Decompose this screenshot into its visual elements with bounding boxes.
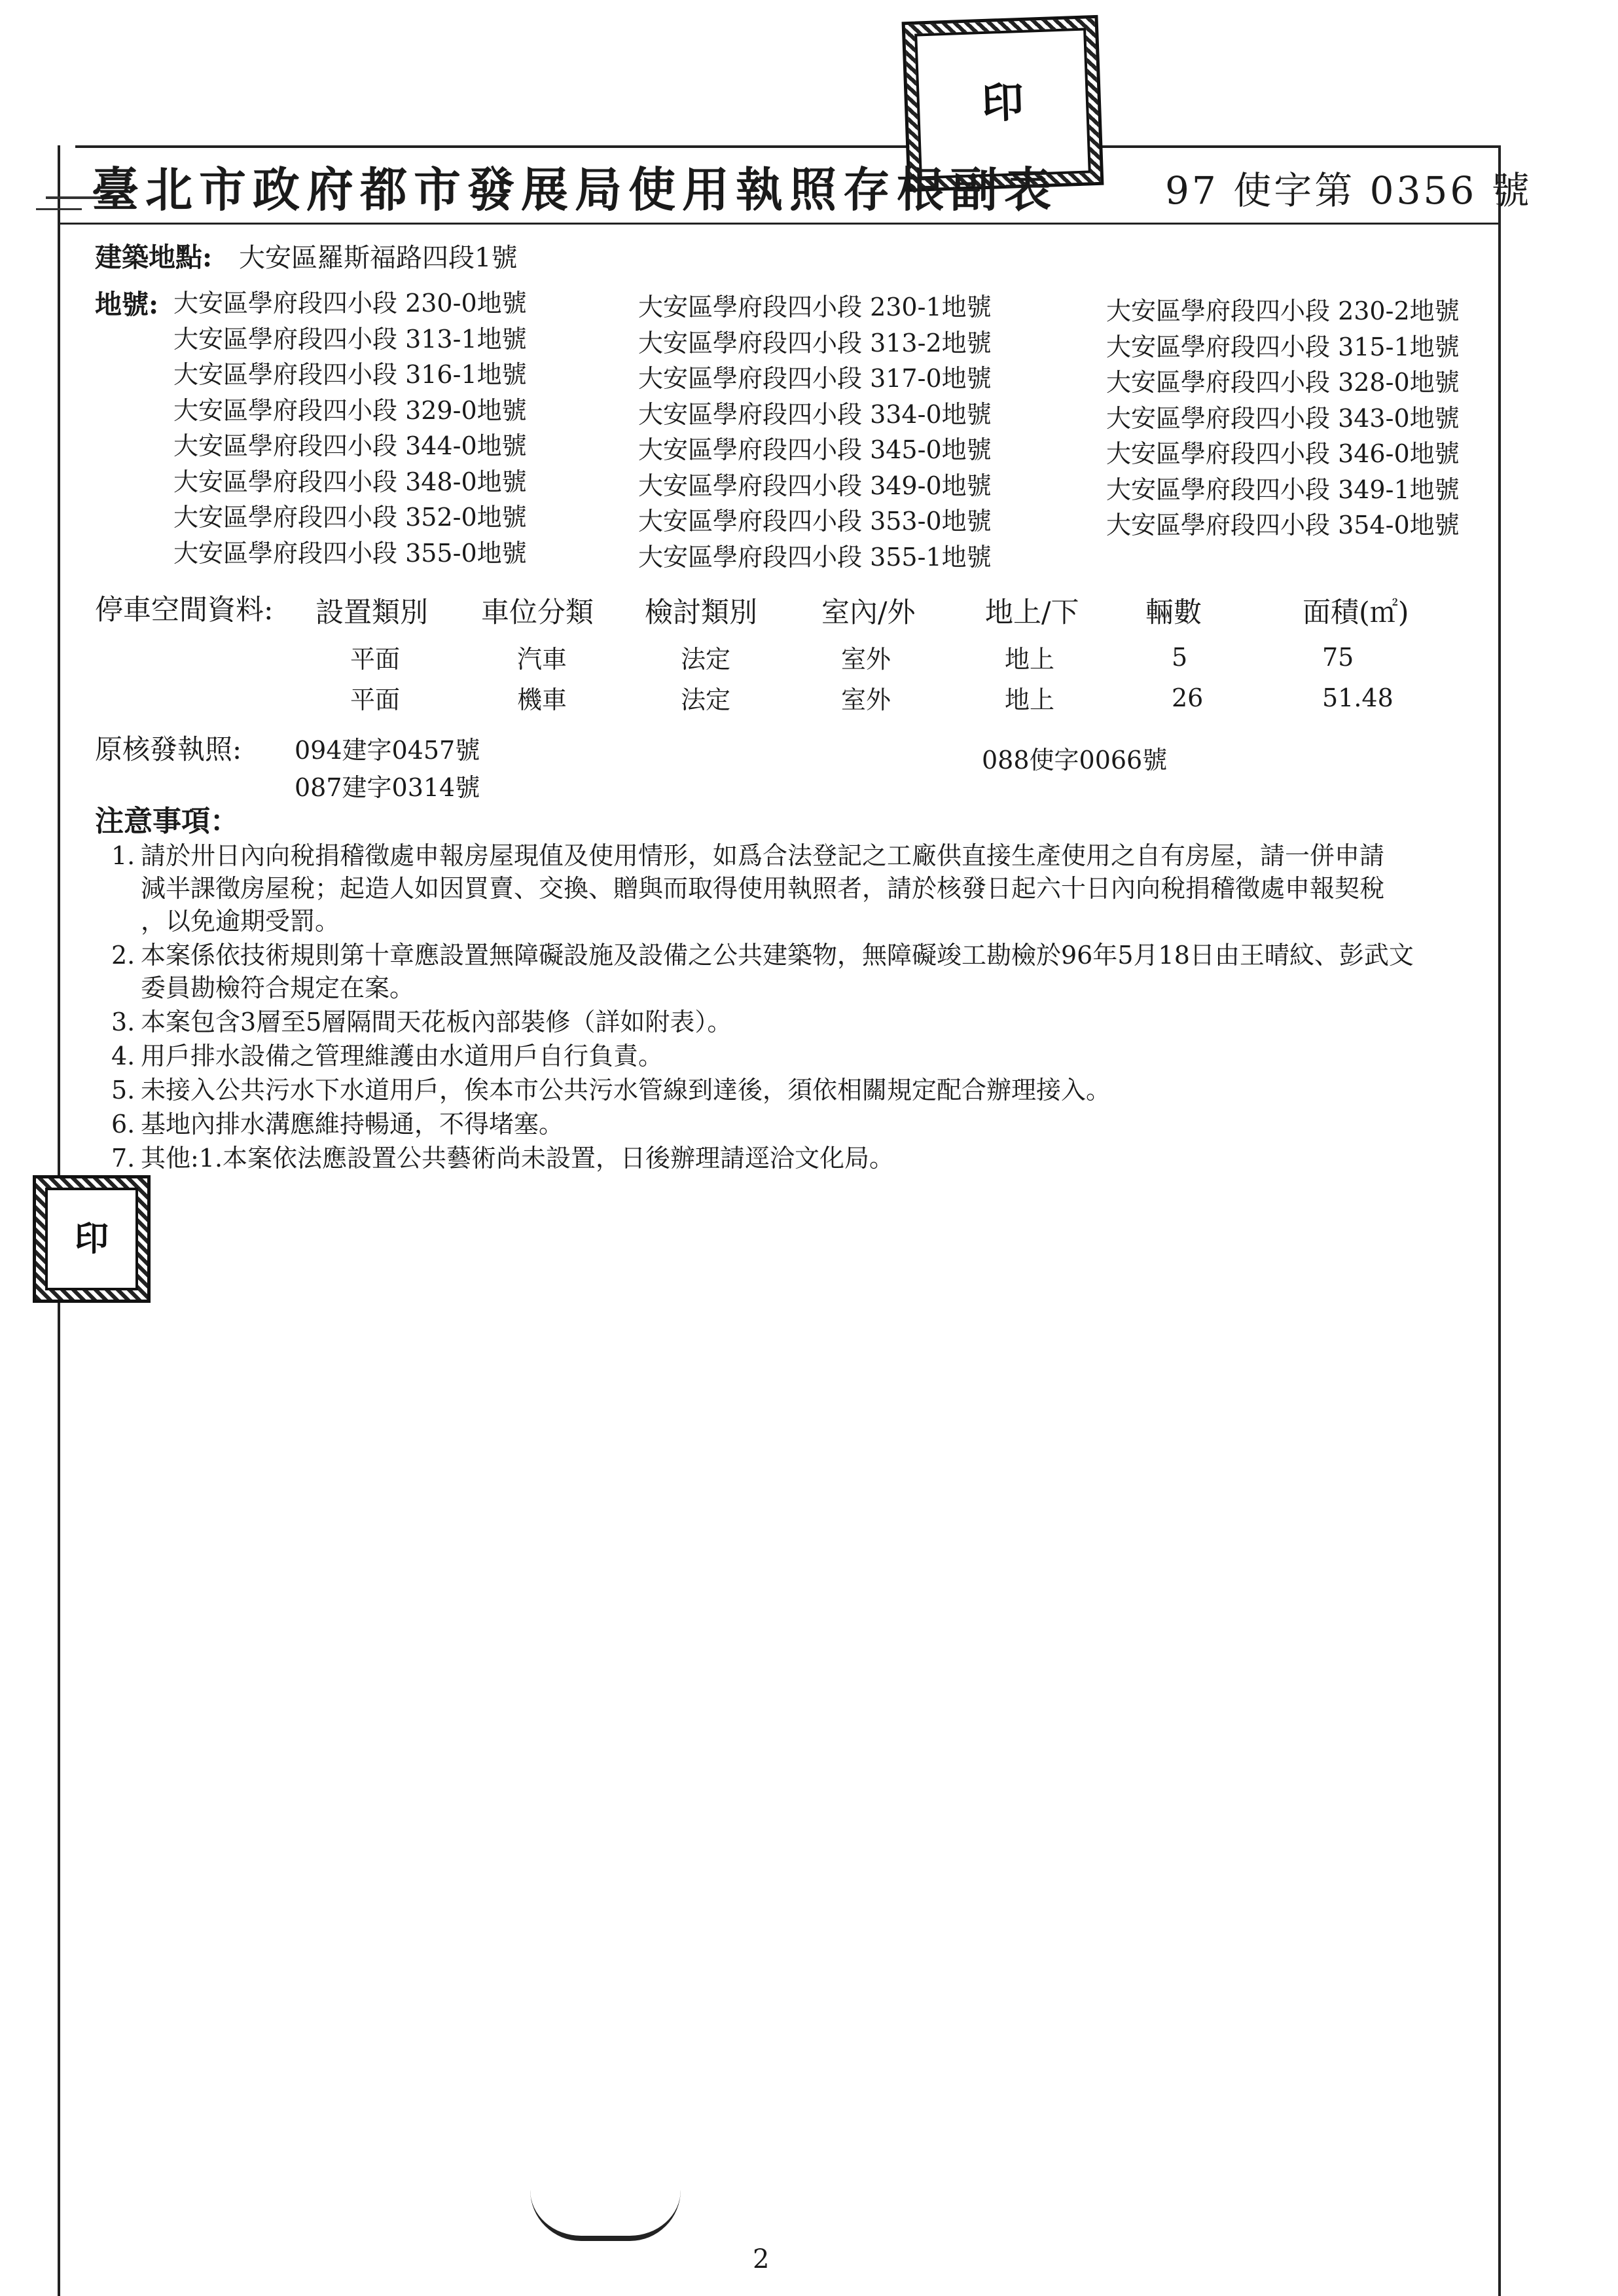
lot-item: 大安區學府段四小段 313-1地號 — [173, 324, 527, 354]
lot-item: 大安區學府段四小段 349-1地號 — [1106, 475, 1460, 504]
parking-header-cell: 地上/下 — [985, 596, 1079, 629]
parking-cell: 5 — [1172, 643, 1188, 672]
address-label: 建築地點: — [95, 242, 213, 273]
parking-cell: 室外 — [841, 685, 891, 714]
note-line: 基地內排水溝應維持暢通，不得堵塞。 — [141, 1110, 564, 1139]
official-seal-icon: 印 — [902, 15, 1104, 192]
address-value: 大安區羅斯福路四段1號 — [239, 243, 518, 273]
lot-item: 大安區學府段四小段 230-2地號 — [1106, 297, 1460, 325]
parking-header-cell: 設置類別 — [315, 596, 428, 629]
form-frame-right — [1498, 145, 1501, 2296]
parking-label: 停車空間資料: — [95, 594, 274, 627]
round-seal-icon — [530, 2190, 681, 2241]
lot-item: 大安區學府段四小段 344-0地號 — [173, 431, 527, 460]
parking-header-cell: 面積(㎡) — [1303, 596, 1409, 629]
parking-cell: 地上 — [1005, 645, 1055, 674]
parking-cell: 26 — [1172, 683, 1204, 712]
note-line: 減半課徵房屋稅；起造人如因買賣、交換、贈與而取得使用執照者，請於核發日起六十日內向稅捐稽徵處申報契稅 — [141, 874, 1385, 903]
note-number: 7. — [111, 1144, 135, 1173]
lot-item: 大安區學府段四小段 334-0地號 — [638, 399, 992, 429]
parking-header-cell: 檢討類別 — [645, 596, 757, 629]
lot-item: 大安區學府段四小段 315-1地號 — [1106, 332, 1460, 361]
note-number: 6. — [111, 1110, 135, 1139]
lot-item: 大安區學府段四小段 349-0地號 — [638, 471, 992, 500]
note-line: 本案包含3層至5層隔間天花板內部裝修（詳如附表）。 — [141, 1008, 732, 1036]
parking-cell: 51.48 — [1322, 683, 1393, 712]
note-line: ，以免逾期受罰。 — [141, 907, 340, 936]
original-license-item: 088使字0066號 — [982, 746, 1168, 774]
lot-item: 大安區學府段四小段 345-0地號 — [638, 435, 992, 464]
parking-cell: 汽車 — [517, 645, 567, 674]
note-number: 5. — [111, 1076, 135, 1104]
header-divider — [58, 223, 1501, 225]
parking-header-cell: 室內/外 — [821, 596, 916, 629]
parking-cell: 地上 — [1005, 685, 1055, 714]
notes-title: 注意事項： — [95, 805, 239, 838]
parking-header-cell: 輛數 — [1145, 596, 1202, 629]
note-line: 其他:1.本案依法應設置公共藝術尚未設置，日後辦理請逕洽文化局。 — [141, 1144, 895, 1173]
note-line: 未接入公共污水下水道用戶，俟本市公共污水管線到達後，須依相關規定配合辦理接入。 — [141, 1076, 1111, 1104]
parking-header-cell: 車位分類 — [481, 596, 594, 629]
parking-cell: 法定 — [681, 645, 731, 674]
note-line: 用戶排水設備之管理維護由水道用戶自行負責。 — [141, 1042, 664, 1070]
lot-item: 大安區學府段四小段 348-0地號 — [173, 467, 527, 496]
lots-label: 地號: — [95, 289, 159, 320]
lot-item: 大安區學府段四小段 355-0地號 — [173, 538, 527, 568]
lot-item: 大安區學府段四小段 329-0地號 — [173, 395, 527, 425]
note-number: 3. — [111, 1008, 135, 1036]
form-frame-top — [75, 145, 1501, 148]
note-line: 本案係依技術規則第十章應設置無障礙設施及設備之公共建築物，無障礙竣工勘檢於96年5月18日由王晴紋、彭武文 — [141, 941, 1414, 970]
parking-cell: 機車 — [517, 685, 567, 714]
note-line: 請於卅日內向稅捐稽徵處申報房屋現值及使用情形，如爲合法登記之工廠供直接生產使用之自有房屋，請一併申請 — [141, 841, 1385, 870]
note-number: 4. — [111, 1042, 135, 1070]
lot-item: 大安區學府段四小段 343-0地號 — [1106, 403, 1460, 433]
parking-cell: 平面 — [350, 645, 401, 674]
parking-cell: 75 — [1322, 643, 1354, 672]
parking-cell: 法定 — [681, 685, 731, 714]
lot-item: 大安區學府段四小段 352-0地號 — [173, 503, 527, 532]
parking-cell: 室外 — [841, 645, 891, 674]
lot-item: 大安區學府段四小段 355-1地號 — [638, 542, 992, 572]
original-license-item: 087建字0314號 — [295, 773, 480, 802]
page-title: 臺北市政府都市發展局使用執照存根副表 — [92, 162, 1058, 217]
note-line: 委員勘檢符合規定在案。 — [141, 974, 415, 1002]
official-seal-icon: 印 — [33, 1175, 151, 1303]
lot-item: 大安區學府段四小段 354-0地號 — [1106, 511, 1460, 539]
lot-item: 大安區學府段四小段 313-2地號 — [638, 328, 992, 357]
lot-item: 大安區學府段四小段 317-0地號 — [638, 364, 992, 393]
original-license-item: 094建字0457號 — [295, 736, 480, 765]
note-number: 2. — [111, 941, 135, 970]
lot-item: 大安區學府段四小段 346-0地號 — [1106, 439, 1460, 468]
lot-item: 大安區學府段四小段 353-0地號 — [638, 507, 992, 536]
original-licenses-label: 原核發執照: — [95, 733, 242, 765]
margin-mark — [36, 208, 82, 210]
parking-cell: 平面 — [350, 685, 401, 714]
lot-item: 大安區學府段四小段 316-1地號 — [173, 360, 527, 389]
note-number: 1. — [111, 841, 135, 870]
lot-item: 大安區學府段四小段 230-0地號 — [173, 289, 527, 318]
page-number: 2 — [753, 2244, 770, 2274]
document-number: 97 使字第 0356 號 — [1165, 168, 1532, 213]
lot-item: 大安區學府段四小段 230-1地號 — [638, 293, 992, 321]
lot-item: 大安區學府段四小段 328-0地號 — [1106, 368, 1460, 397]
